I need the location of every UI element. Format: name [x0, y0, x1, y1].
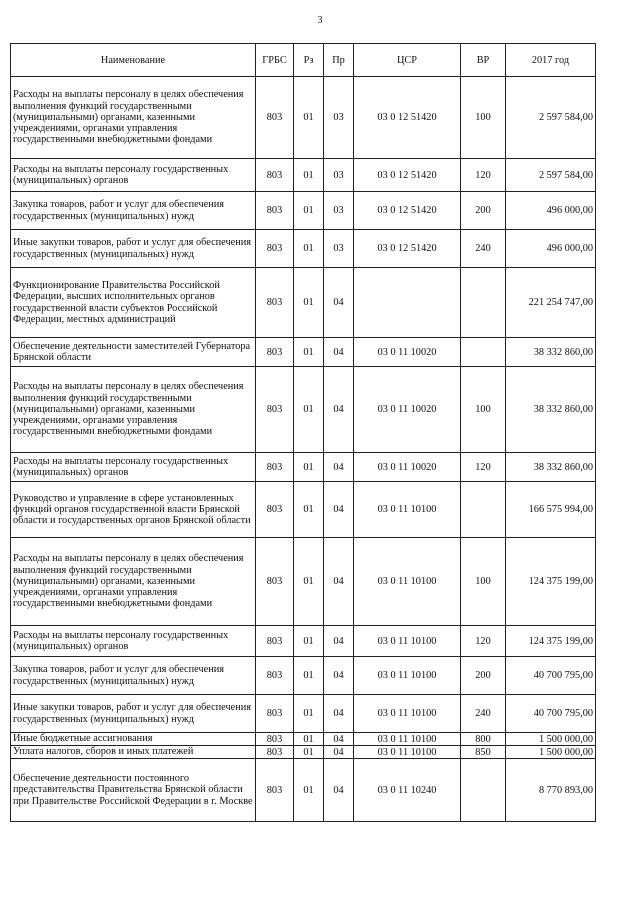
row-rz: 01 [294, 626, 324, 657]
row-csr: 03 0 11 10240 [354, 759, 461, 822]
table-row [11, 746, 596, 759]
row-pr: 04 [324, 759, 354, 822]
row-amount: 40 700 795,00 [506, 657, 596, 695]
table-row [11, 159, 596, 192]
row-rz: 01 [294, 230, 324, 268]
row-pr: 03 [324, 230, 354, 268]
row-csr: 03 0 11 10100 [354, 657, 461, 695]
row-csr: 03 0 11 10100 [354, 695, 461, 733]
row-grbs: 803 [256, 453, 294, 482]
row-amount: 40 700 795,00 [506, 695, 596, 733]
table-row [11, 482, 596, 538]
row-name: Иные бюджетные ассигнования [11, 733, 256, 746]
row-vr: 800 [461, 733, 506, 746]
row-csr: 03 0 12 51420 [354, 230, 461, 268]
header-csr: ЦСР [354, 44, 461, 77]
row-csr: 03 0 12 51420 [354, 159, 461, 192]
table-row [11, 268, 596, 338]
row-csr [354, 268, 461, 338]
row-csr: 03 0 11 10100 [354, 746, 461, 759]
row-amount: 2 597 584,00 [506, 159, 596, 192]
row-name: Уплата налогов, сборов и иных платежей [11, 746, 256, 759]
table-row [11, 77, 596, 159]
row-rz: 01 [294, 338, 324, 367]
row-name: Расходы на выплаты персоналу в целях обеспечения выполнения функций государственными (муниципальными) органами, казенными учреждениями, органами управления государственными внебюджетными фондами [11, 77, 256, 159]
row-rz: 01 [294, 192, 324, 230]
row-csr: 03 0 11 10020 [354, 453, 461, 482]
row-pr: 03 [324, 159, 354, 192]
row-pr: 04 [324, 733, 354, 746]
row-rz: 01 [294, 77, 324, 159]
row-rz: 01 [294, 695, 324, 733]
row-name: Иные закупки товаров, работ и услуг для обеспечения государственных (муниципальных) нужд [11, 230, 256, 268]
row-amount: 38 332 860,00 [506, 367, 596, 453]
row-rz: 01 [294, 746, 324, 759]
row-name: Функционирование Правительства Российской Федерации, высших исполнительных органов государственной власти субъектов Российской Федерации, местных администраций [11, 268, 256, 338]
table-row [11, 192, 596, 230]
row-pr: 04 [324, 695, 354, 733]
table-row [11, 759, 596, 822]
row-vr: 100 [461, 367, 506, 453]
row-pr: 04 [324, 626, 354, 657]
row-vr: 240 [461, 230, 506, 268]
row-amount: 221 254 747,00 [506, 268, 596, 338]
header-amount-2017: 2017 год [506, 44, 596, 77]
row-rz: 01 [294, 159, 324, 192]
row-grbs: 803 [256, 695, 294, 733]
row-pr: 04 [324, 453, 354, 482]
header-grbs: ГРБС [256, 44, 294, 77]
row-vr: 200 [461, 657, 506, 695]
row-csr: 03 0 12 51420 [354, 77, 461, 159]
table-row [11, 367, 596, 453]
row-rz: 01 [294, 453, 324, 482]
row-name: Расходы на выплаты персоналу государственных (муниципальных) органов [11, 626, 256, 657]
header-name: Наименование [11, 44, 256, 77]
header-rz: Рз [294, 44, 324, 77]
row-pr: 04 [324, 367, 354, 453]
row-name: Расходы на выплаты персоналу в целях обеспечения выполнения функций государственными (муниципальными) органами, казенными учреждениями, органами управления государственными внебюджетными фондами [11, 538, 256, 626]
row-vr: 200 [461, 192, 506, 230]
page-number: 3 [317, 15, 323, 26]
row-grbs: 803 [256, 657, 294, 695]
row-name: Руководство и управление в сфере установленных функций органов государственной власти Брянской области и государственных органов Брянской области [11, 482, 256, 538]
row-vr [461, 268, 506, 338]
row-grbs: 803 [256, 733, 294, 746]
row-name: Обеспечение деятельности заместителей Губернатора Брянской области [11, 338, 256, 367]
table-row [11, 230, 596, 268]
row-amount: 1 500 000,00 [506, 746, 596, 759]
row-vr: 100 [461, 77, 506, 159]
row-rz: 01 [294, 268, 324, 338]
row-pr: 03 [324, 77, 354, 159]
table-row [11, 453, 596, 482]
row-vr: 120 [461, 159, 506, 192]
row-amount: 38 332 860,00 [506, 453, 596, 482]
row-name: Иные закупки товаров, работ и услуг для обеспечения государственных (муниципальных) нужд [11, 695, 256, 733]
row-vr [461, 338, 506, 367]
row-pr: 04 [324, 538, 354, 626]
row-rz: 01 [294, 759, 324, 822]
row-grbs: 803 [256, 482, 294, 538]
row-name: Расходы на выплаты персоналу государственных (муниципальных) органов [11, 159, 256, 192]
row-pr: 04 [324, 338, 354, 367]
row-grbs: 803 [256, 746, 294, 759]
row-vr: 240 [461, 695, 506, 733]
header-vr: ВР [461, 44, 506, 77]
row-vr: 850 [461, 746, 506, 759]
row-name: Закупка товаров, работ и услуг для обеспечения государственных (муниципальных) нужд [11, 657, 256, 695]
row-pr: 04 [324, 657, 354, 695]
row-rz: 01 [294, 538, 324, 626]
header-pr: Пр [324, 44, 354, 77]
row-rz: 01 [294, 733, 324, 746]
row-csr: 03 0 12 51420 [354, 192, 461, 230]
table-row [11, 733, 596, 746]
row-pr: 04 [324, 482, 354, 538]
row-amount: 496 000,00 [506, 230, 596, 268]
table-row [11, 338, 596, 367]
row-amount: 496 000,00 [506, 192, 596, 230]
row-vr: 120 [461, 626, 506, 657]
row-amount: 8 770 893,00 [506, 759, 596, 822]
row-rz: 01 [294, 482, 324, 538]
row-vr: 100 [461, 538, 506, 626]
row-csr: 03 0 11 10100 [354, 626, 461, 657]
row-pr: 03 [324, 192, 354, 230]
row-amount: 1 500 000,00 [506, 733, 596, 746]
row-name: Обеспечение деятельности постоянного представительства Правительства Брянской области при Правительстве Российской Федерации в г. Москве [11, 759, 256, 822]
row-grbs: 803 [256, 77, 294, 159]
row-grbs: 803 [256, 367, 294, 453]
table-row [11, 657, 596, 695]
row-pr: 04 [324, 746, 354, 759]
row-grbs: 803 [256, 192, 294, 230]
row-csr: 03 0 11 10020 [354, 338, 461, 367]
row-rz: 01 [294, 657, 324, 695]
row-grbs: 803 [256, 230, 294, 268]
row-csr: 03 0 11 10100 [354, 538, 461, 626]
table-row [11, 538, 596, 626]
row-rz: 01 [294, 367, 324, 453]
row-grbs: 803 [256, 538, 294, 626]
row-pr: 04 [324, 268, 354, 338]
row-grbs: 803 [256, 759, 294, 822]
row-vr: 120 [461, 453, 506, 482]
row-vr [461, 482, 506, 538]
budget-table [10, 43, 596, 822]
row-vr [461, 759, 506, 822]
row-name: Расходы на выплаты персоналу государственных (муниципальных) органов [11, 453, 256, 482]
table-row [11, 695, 596, 733]
row-amount: 124 375 199,00 [506, 538, 596, 626]
table-header-row [11, 44, 596, 77]
row-name: Закупка товаров, работ и услуг для обеспечения государственных (муниципальных) нужд [11, 192, 256, 230]
row-amount: 38 332 860,00 [506, 338, 596, 367]
row-amount: 2 597 584,00 [506, 77, 596, 159]
row-amount: 124 375 199,00 [506, 626, 596, 657]
row-grbs: 803 [256, 338, 294, 367]
table-row [11, 626, 596, 657]
row-name: Расходы на выплаты персоналу в целях обеспечения выполнения функций государственными (муниципальными) органами, казенными учреждениями, органами управления государственными внебюджетными фондами [11, 367, 256, 453]
row-grbs: 803 [256, 159, 294, 192]
row-grbs: 803 [256, 268, 294, 338]
row-csr: 03 0 11 10020 [354, 367, 461, 453]
row-grbs: 803 [256, 626, 294, 657]
row-csr: 03 0 11 10100 [354, 482, 461, 538]
row-csr: 03 0 11 10100 [354, 733, 461, 746]
row-amount: 166 575 994,00 [506, 482, 596, 538]
